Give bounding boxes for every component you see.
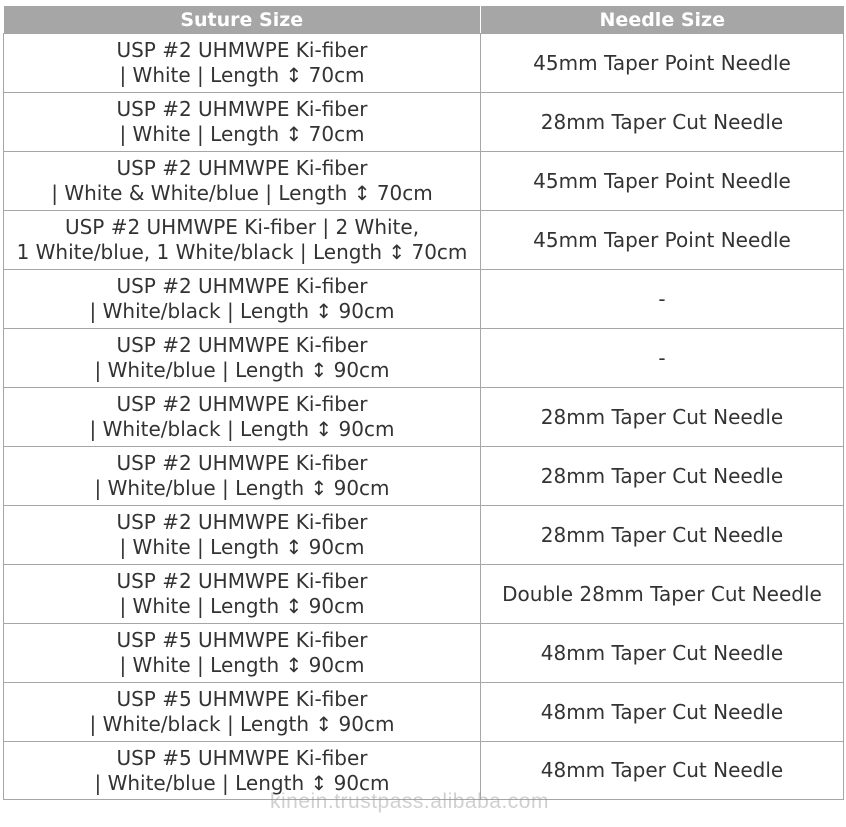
suture-line-1: USP #2 UHMWPE Ki-fiber (116, 392, 368, 416)
suture-line-1: USP #2 UHMWPE Ki-fiber (116, 451, 368, 475)
table-row (4, 93, 844, 152)
suture-line-1: USP #5 UHMWPE Ki-fiber (116, 745, 368, 770)
suture-cell (4, 152, 481, 211)
suture-line-1: USP #5 UHMWPE Ki-fiber (116, 628, 368, 652)
table-row (4, 447, 844, 506)
suture-cell (4, 329, 481, 388)
table-row (4, 270, 844, 329)
suture-line-1: USP #2 UHMWPE Ki-fiber (116, 156, 368, 180)
suture-cell (4, 624, 481, 683)
needle-cell: 48mm Taper Cut Needle (481, 742, 844, 800)
needle-cell: 28mm Taper Cut Needle (481, 447, 844, 506)
suture-line-1: USP #2 UHMWPE Ki-fiber (116, 97, 368, 121)
suture-cell (4, 683, 481, 742)
table-row (4, 152, 844, 211)
suture-line-2: | White/blue | Length ↕ 90cm (94, 358, 390, 382)
suture-line-2: | White/black | Length ↕ 90cm (89, 299, 395, 323)
needle-cell: 48mm Taper Cut Needle (481, 683, 844, 742)
suture-cell (4, 506, 481, 565)
suture-line-1: USP #2 UHMWPE Ki-fiber (116, 274, 368, 298)
suture-line-2: | White/black | Length ↕ 90cm (89, 417, 395, 441)
suture-line-1: USP #2 UHMWPE Ki-fiber (116, 569, 368, 593)
needle-cell: 45mm Taper Point Needle (481, 211, 844, 270)
needle-cell: 45mm Taper Point Needle (481, 34, 844, 93)
suture-needle-table (3, 6, 844, 800)
table-row (4, 329, 844, 388)
needle-cell: 28mm Taper Cut Needle (481, 506, 844, 565)
suture-cell (4, 93, 481, 152)
suture-line-1: USP #2 UHMWPE Ki-fiber | 2 White, (64, 215, 420, 239)
table-row (4, 565, 844, 624)
suture-cell (4, 211, 481, 270)
suture-cell (4, 270, 481, 329)
suture-line-2: 1 White/blue, 1 White/black | Length ↕ 70cm (16, 240, 468, 264)
table-row (4, 506, 844, 565)
column-header-needle-size: Needle Size (481, 6, 844, 34)
suture-line-2: | White | Length ↕ 90cm (119, 653, 365, 677)
suture-line-1: USP #2 UHMWPE Ki-fiber (116, 333, 368, 357)
suture-line-2: | White/black | Length ↕ 90cm (89, 712, 395, 736)
suture-line-2: | White | Length ↕ 90cm (119, 594, 365, 618)
table-row (4, 388, 844, 447)
suture-line-2: | White & White/blue | Length ↕ 70cm (51, 181, 433, 205)
table-row (4, 624, 844, 683)
suture-line-2: | White | Length ↕ 90cm (119, 535, 365, 559)
needle-cell: 28mm Taper Cut Needle (481, 93, 844, 152)
table-row (4, 34, 844, 93)
needle-cell: - (481, 329, 844, 388)
table-row (4, 211, 844, 270)
suture-line-2: | White/blue | Length ↕ 90cm (94, 476, 390, 500)
suture-line-2: | White | Length ↕ 70cm (119, 122, 365, 146)
suture-cell (4, 388, 481, 447)
suture-line-2: | White/blue | Length ↕ 90cm (94, 770, 390, 795)
suture-line-1: USP #2 UHMWPE Ki-fiber (116, 510, 368, 534)
site-watermark: kinein.trustpass.alibaba.com (270, 790, 549, 813)
suture-line-1: USP #5 UHMWPE Ki-fiber (116, 687, 368, 711)
needle-cell: 45mm Taper Point Needle (481, 152, 844, 211)
needle-cell: 48mm Taper Cut Needle (481, 624, 844, 683)
suture-cell (4, 447, 481, 506)
suture-cell (4, 565, 481, 624)
table-header-row (4, 6, 844, 34)
table-row (4, 683, 844, 742)
needle-cell: 28mm Taper Cut Needle (481, 388, 844, 447)
suture-line-2: | White | Length ↕ 70cm (119, 63, 365, 87)
suture-line-1: USP #2 UHMWPE Ki-fiber (116, 38, 368, 62)
needle-cell: Double 28mm Taper Cut Needle (481, 565, 844, 624)
suture-cell (4, 34, 481, 93)
needle-cell: - (481, 270, 844, 329)
column-header-suture-size: Suture Size (4, 6, 481, 34)
